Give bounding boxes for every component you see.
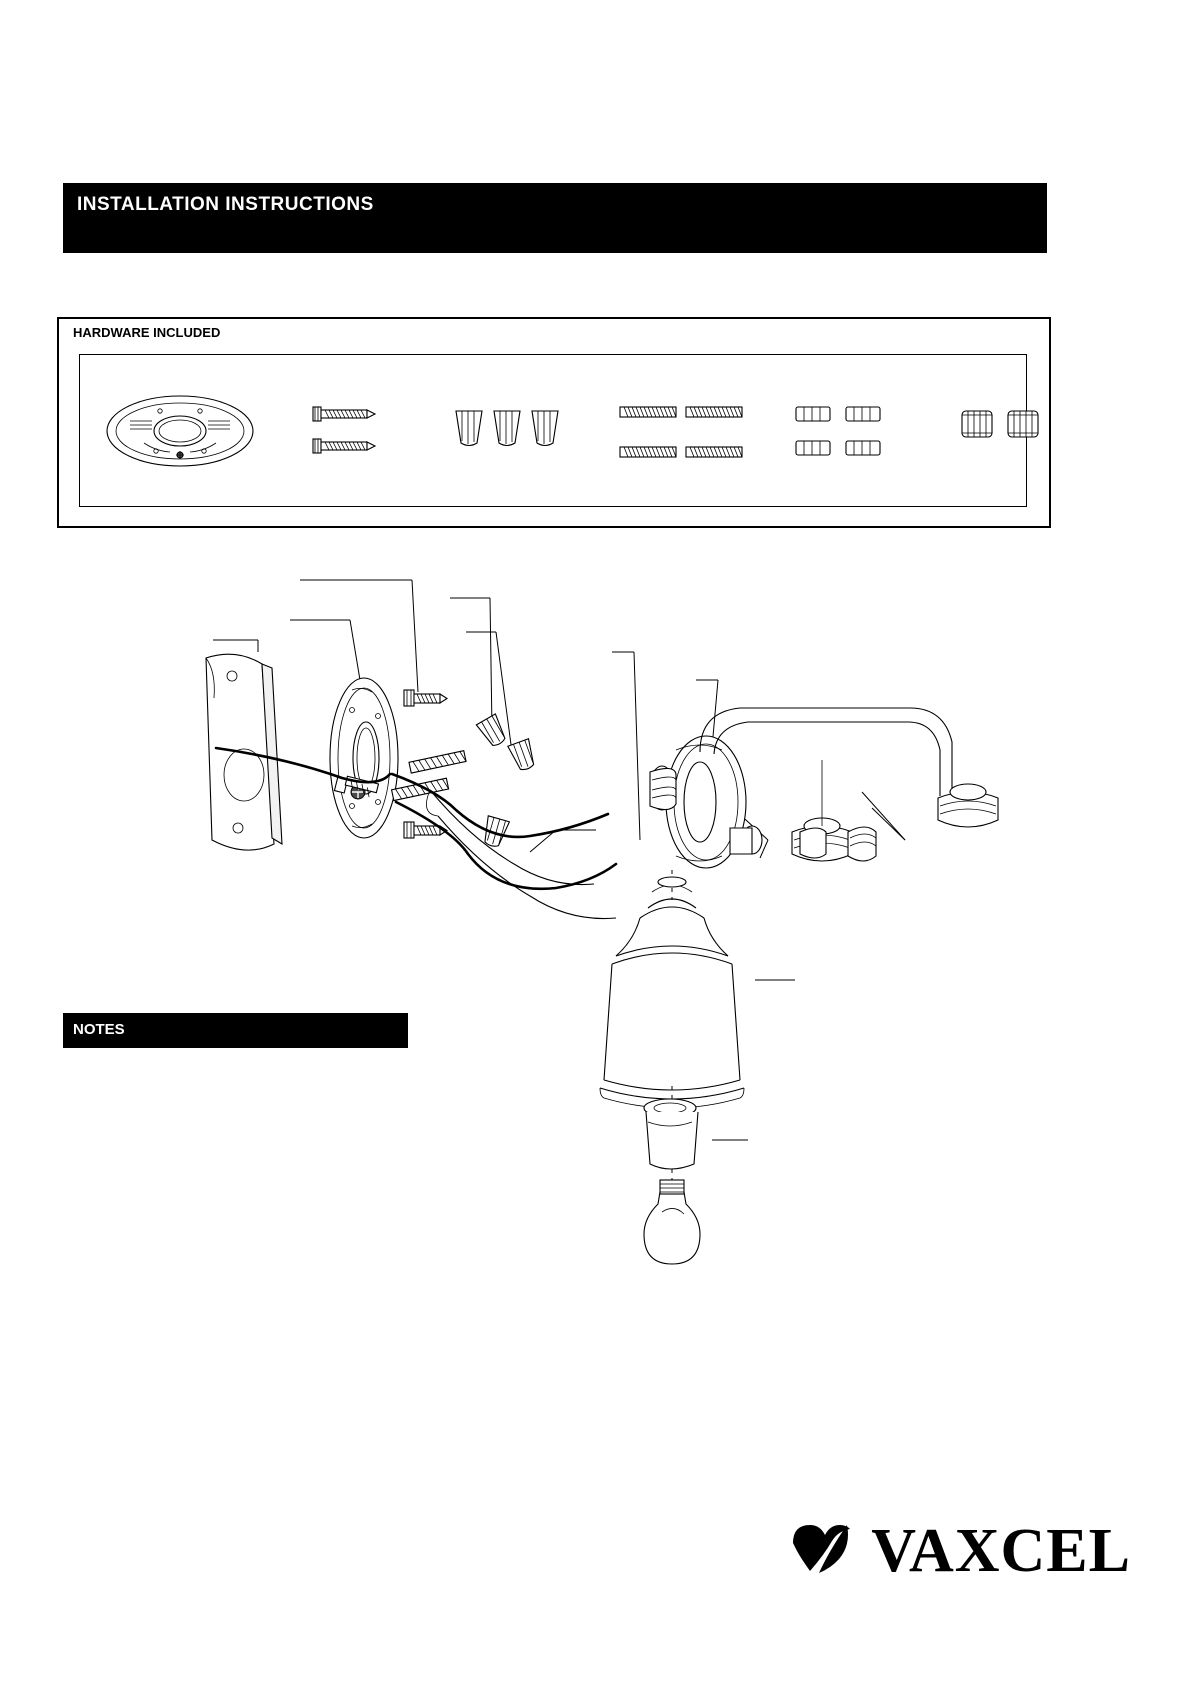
diagram-fixture-body xyxy=(426,708,998,919)
diagram-glass-shade xyxy=(600,877,744,1108)
diagram-socket xyxy=(644,1099,698,1169)
mounting-screws-icon xyxy=(295,385,415,477)
hex-nut-icon xyxy=(780,385,920,477)
callout-leader-lines xyxy=(213,580,905,1140)
notes-bar-heading: NOTES xyxy=(73,1021,125,1038)
diagram-light-bulb xyxy=(644,1180,700,1264)
hardware-item-finials xyxy=(930,355,1080,506)
title-bar xyxy=(63,183,1047,253)
finial-icon xyxy=(940,385,1070,477)
hardware-included-label: HARDWARE INCLUDED xyxy=(73,325,221,340)
heart-leaf-logo-icon xyxy=(781,1513,857,1589)
hardware-item-crossbar-mounting-strap xyxy=(80,355,280,506)
brand-name: VAXCEL xyxy=(871,1517,1131,1585)
brand-logo xyxy=(781,1513,1131,1589)
hardware-items-row xyxy=(80,355,1026,506)
hardware-included-box xyxy=(57,317,1051,528)
diagram-mounting-strap xyxy=(330,678,398,838)
title-bar-heading: INSTALLATION INSTRUCTIONS xyxy=(77,194,374,215)
hardware-item-hex-nuts xyxy=(770,355,930,506)
notes-bar xyxy=(63,1013,408,1048)
hardware-item-wire-connectors xyxy=(430,355,595,506)
crossbar-strap-icon xyxy=(100,385,260,477)
threaded-nipple-icon xyxy=(608,385,758,477)
exploded-assembly-diagram xyxy=(0,540,1191,1340)
wire-connector-icon xyxy=(438,385,588,477)
hardware-items-frame xyxy=(79,354,1027,507)
hardware-item-threaded-nipples xyxy=(595,355,770,506)
hardware-item-mounting-screws xyxy=(280,355,430,506)
